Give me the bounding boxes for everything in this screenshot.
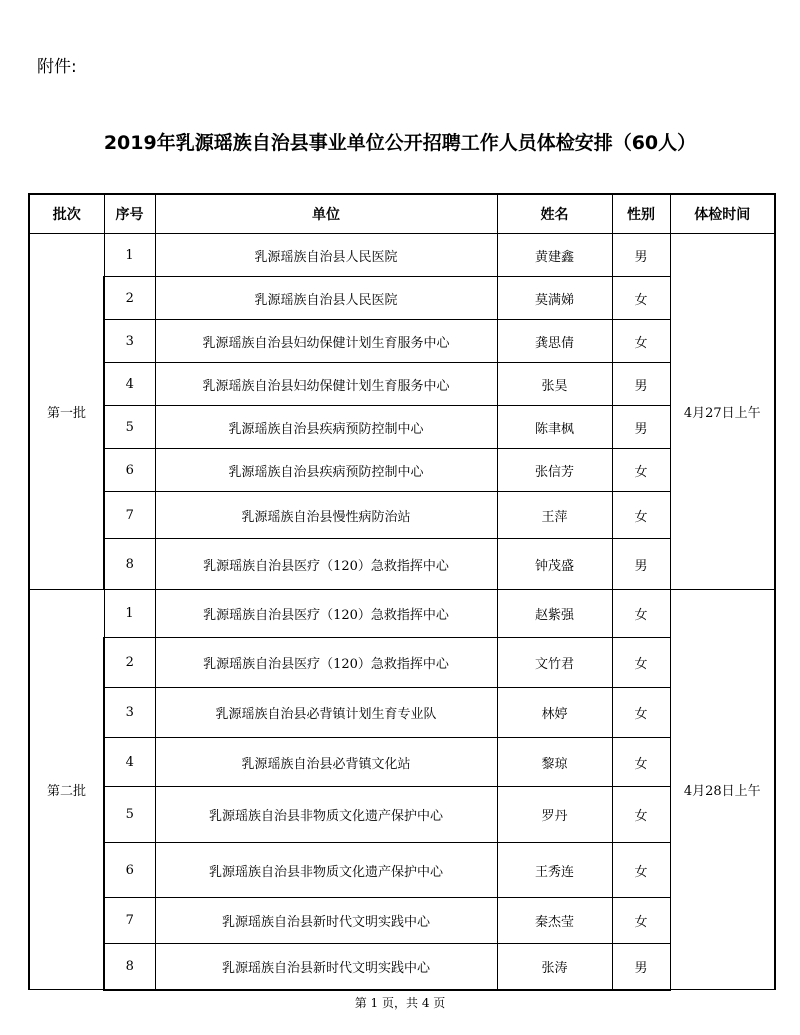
number-cell: 3 bbox=[104, 688, 155, 738]
table-row bbox=[29, 492, 775, 539]
unit-cell: 乳源瑶族自治县医疗（120）急救指挥中心 bbox=[155, 638, 497, 688]
name-cell: 罗丹 bbox=[497, 787, 612, 843]
name-cell: 莫满娣 bbox=[497, 277, 612, 320]
number-cell: 1 bbox=[104, 590, 155, 638]
unit-cell: 乳源瑶族自治县人民医院 bbox=[155, 277, 497, 320]
gender-cell: 女 bbox=[612, 898, 670, 944]
number-cell: 7 bbox=[104, 492, 155, 539]
name-cell: 龚思倩 bbox=[497, 320, 612, 363]
table-row bbox=[29, 638, 775, 688]
unit-cell: 乳源瑶族自治县医疗（120）急救指挥中心 bbox=[155, 539, 497, 590]
unit-cell: 乳源瑶族自治县疾病预防控制中心 bbox=[155, 406, 497, 449]
name-cell: 王萍 bbox=[497, 492, 612, 539]
table-row bbox=[29, 234, 775, 277]
table-row bbox=[29, 787, 775, 843]
gender-cell: 女 bbox=[612, 320, 670, 363]
name-cell: 秦杰莹 bbox=[497, 898, 612, 944]
unit-cell: 乳源瑶族自治县新时代文明实践中心 bbox=[155, 898, 497, 944]
name-cell: 黎琼 bbox=[497, 738, 612, 787]
unit-cell: 乳源瑶族自治县妇幼保健计划生育服务中心 bbox=[155, 363, 497, 406]
header-exam-time: 体检时间 bbox=[670, 194, 775, 234]
unit-cell: 乳源瑶族自治县人民医院 bbox=[155, 234, 497, 277]
number-cell: 2 bbox=[104, 638, 155, 688]
unit-cell: 乳源瑶族自治县必背镇文化站 bbox=[155, 738, 497, 787]
exam-schedule-table bbox=[28, 193, 776, 991]
unit-cell: 乳源瑶族自治县疾病预防控制中心 bbox=[155, 449, 497, 492]
number-cell: 8 bbox=[104, 539, 155, 590]
gender-cell: 女 bbox=[612, 277, 670, 320]
table-row bbox=[29, 590, 775, 638]
number-cell: 6 bbox=[104, 449, 155, 492]
table-body bbox=[29, 234, 775, 990]
table-header-row bbox=[29, 194, 775, 234]
exam-time-cell: 4月28日上午 bbox=[670, 590, 775, 990]
number-cell: 4 bbox=[104, 738, 155, 787]
gender-cell: 女 bbox=[612, 492, 670, 539]
table-row bbox=[29, 363, 775, 406]
table-row bbox=[29, 539, 775, 590]
table-row bbox=[29, 320, 775, 363]
page-footer: 第 1 页，共 4 页 bbox=[354, 996, 446, 1010]
number-cell: 6 bbox=[104, 843, 155, 898]
number-cell: 2 bbox=[104, 277, 155, 320]
number-cell: 8 bbox=[104, 944, 155, 990]
gender-cell: 男 bbox=[612, 944, 670, 990]
gender-cell: 女 bbox=[612, 638, 670, 688]
header-unit: 单位 bbox=[155, 194, 497, 234]
batch-cell: 第一批 bbox=[29, 234, 104, 590]
gender-cell: 女 bbox=[612, 843, 670, 898]
name-cell: 文竹君 bbox=[497, 638, 612, 688]
gender-cell: 女 bbox=[612, 449, 670, 492]
unit-cell: 乳源瑶族自治县非物质文化遗产保护中心 bbox=[155, 843, 497, 898]
header-gender: 性别 bbox=[612, 194, 670, 234]
header-name: 姓名 bbox=[497, 194, 612, 234]
name-cell: 张涛 bbox=[497, 944, 612, 990]
number-cell: 1 bbox=[104, 234, 155, 277]
gender-cell: 男 bbox=[612, 363, 670, 406]
number-cell: 5 bbox=[104, 406, 155, 449]
page-title: 2019年乳源瑶族自治县事业单位公开招聘工作人员体检安排（60人） bbox=[103, 132, 697, 154]
header-batch: 批次 bbox=[29, 194, 104, 234]
gender-cell: 女 bbox=[612, 688, 670, 738]
exam-time-cell: 4月27日上午 bbox=[670, 234, 775, 590]
table-row bbox=[29, 898, 775, 944]
batch-cell: 第二批 bbox=[29, 590, 104, 990]
name-cell: 林婷 bbox=[497, 688, 612, 738]
number-cell: 7 bbox=[104, 898, 155, 944]
gender-cell: 男 bbox=[612, 406, 670, 449]
gender-cell: 女 bbox=[612, 787, 670, 843]
unit-cell: 乳源瑶族自治县必背镇计划生育专业队 bbox=[155, 688, 497, 738]
name-cell: 张信芳 bbox=[497, 449, 612, 492]
number-cell: 5 bbox=[104, 787, 155, 843]
unit-cell: 乳源瑶族自治县医疗（120）急救指挥中心 bbox=[155, 590, 497, 638]
attachment-label: 附件: bbox=[37, 57, 77, 77]
gender-cell: 女 bbox=[612, 738, 670, 787]
gender-cell: 男 bbox=[612, 539, 670, 590]
name-cell: 赵紫强 bbox=[497, 590, 612, 638]
unit-cell: 乳源瑶族自治县非物质文化遗产保护中心 bbox=[155, 787, 497, 843]
gender-cell: 女 bbox=[612, 590, 670, 638]
unit-cell: 乳源瑶族自治县新时代文明实践中心 bbox=[155, 944, 497, 990]
table-row bbox=[29, 406, 775, 449]
name-cell: 陈聿枫 bbox=[497, 406, 612, 449]
table-row bbox=[29, 449, 775, 492]
table-row bbox=[29, 277, 775, 320]
header-number: 序号 bbox=[104, 194, 155, 234]
name-cell: 黄建鑫 bbox=[497, 234, 612, 277]
table-row bbox=[29, 738, 775, 787]
number-cell: 3 bbox=[104, 320, 155, 363]
table-row bbox=[29, 688, 775, 738]
number-cell: 4 bbox=[104, 363, 155, 406]
name-cell: 钟茂盛 bbox=[497, 539, 612, 590]
unit-cell: 乳源瑶族自治县妇幼保健计划生育服务中心 bbox=[155, 320, 497, 363]
name-cell: 张昊 bbox=[497, 363, 612, 406]
table-row bbox=[29, 843, 775, 898]
gender-cell: 男 bbox=[612, 234, 670, 277]
name-cell: 王秀连 bbox=[497, 843, 612, 898]
table-row bbox=[29, 944, 775, 990]
unit-cell: 乳源瑶族自治县慢性病防治站 bbox=[155, 492, 497, 539]
